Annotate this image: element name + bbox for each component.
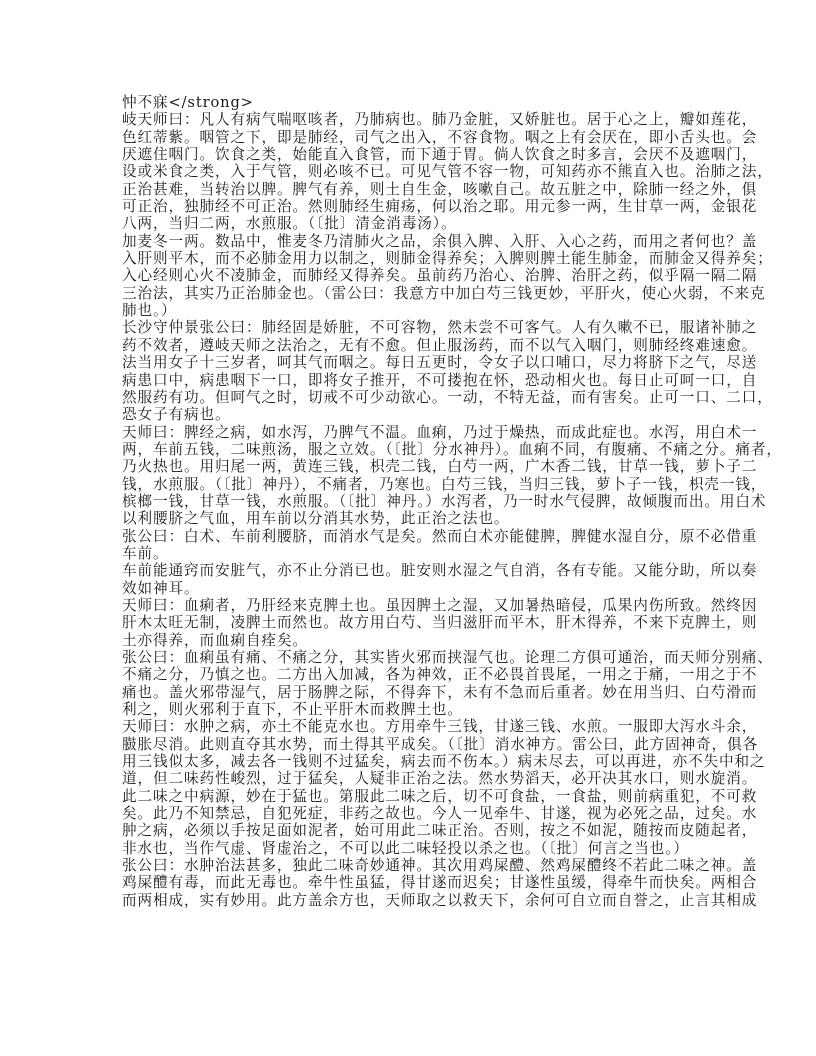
text-line: 钱，水煎服。（〔批〕神丹），不痛者，乃寒也。白芍三钱，当归三钱，萝卜子一钱，枳壳一钱， [122,475,767,493]
text-line: 肝木太旺无制，凌脾土而然也。故方用白芍、当归滋肝而平木，肝木得养，不来下克脾土，则 [122,614,758,632]
text-line: 药不效者，遵岐天师之法治之，无有不愈。但止服汤药，而不以气入咽门，则肺经终难速愈。 [122,336,758,354]
paragraph [122,649,773,719]
text-line: 加麦冬一两。数品中，惟麦冬乃清肺火之品，余俱入脾、入肝、入心之药，而用之者何也？盖 [122,232,758,250]
text-line: 入肝则平木，而不必肺金用力以制之，则肺金得养矣；入脾则脾土能生肺金，而肺金又得养矣； [122,250,773,268]
text-line: 色红蒂紫。咽管之下，即是肺经，司气之出入，不容食物。咽之上有会厌在，即小舌头也。会 [122,128,758,146]
text-line: 三治法，其实乃正治肺金也。（雷公曰：我意方中加白芍三钱更妙，平肝火，使心火弱，不来克 [122,284,766,302]
text-line: 正治甚难，当转治以脾。脾气有养，则土自生金，咳嗽自己。故五脏之中，除肺一经之外，俱 [122,180,758,198]
text-line: 肿之病，必须以手按足面如泥者，始可用此二味正治。否则，按之不如泥，随按而皮随起者， [122,822,758,840]
paragraph [122,319,773,424]
text-line: 槟榔一钱，甘草一钱，水煎服。（〔批〕神丹。）水泻者，乃一时水气侵脾，故倾腹而出。用白术 [122,492,767,510]
text-line: 天师曰：血痢者，乃肝经来克脾土也。虽因脾土之湿，又加暑热暗侵，瓜果内伤所致。然终因 [122,596,758,614]
text-line: 入心经则心火不凌肺金，而肺经又得养矣。虽前药乃治心、治脾、治肝之药，似乎隔一隔二隔 [122,267,758,285]
text-line: 病患口中，病患咽下一口，即将女子推开，不可搂抱在怀，恐动相火也。每日止可呵一口，自 [122,371,758,389]
text-line: 然服药有功。但呵气之时，切戒不可少动欲心。一动，不特无益，而有害矣。止可一口、二口， [122,388,773,406]
paragraph [122,596,758,649]
paragraph [122,232,773,320]
text-line: 而两相成，实有妙用。此方盖余方也，天师取之以救天下，余何可自立而自誉之，止言其相成 [122,891,758,909]
text-line: 以利腰脐之气血，用车前以分消其水势，此正治之法也。 [122,510,510,528]
text-line: 张公曰：白术、车前利腰脐，而消水气是矣。然而白术亦能健脾，脾健水湿自分，原不必借重 [122,527,758,545]
text-line: 天师曰：水肿之病，亦土不能克水也。方用牵牛三钱，甘遂三钱、水煎。一服即大泻水斗余， [122,718,758,736]
text-line: 道，但二味药性峻烈，过于猛矣，人疑非正治之法。然水势滔天，必开决其水口，则水旋消。 [122,770,758,788]
paragraph [122,562,758,597]
text-line: 天师曰：脾经之病，如水泻，乃脾气不温。血痢，乃过于燥热，而成此症也。水泻，用白术一 [122,423,758,441]
text-line: 厌遮住咽门。饮食之类，始能直入食管，而下通于胃。倘人饮食之时多言，会厌不及遮咽门， [122,146,758,164]
text-line: 土亦得养，而血痢自痊矣。 [122,631,308,649]
text-line: 设或米食之类，入于气管，则必咳不已。可见气管不容一物，可知药亦不熊直入也。治肺之法， [122,163,773,181]
text-line: 鸡屎醴有毒，而此无毒也。牵牛性虽猛，得甘遂而迟矣；甘遂性虽缓，得牵牛而快矣。两相合 [122,874,758,892]
text-line: 用三钱似太多，减去各一钱则不过猛矣，病去而不伤本。）病未尽去，可以再进，亦不失中和之 [122,753,766,771]
document-body [122,111,782,909]
text-line: 利之，则火邪利于直下，不止平肝木而救脾土也。 [122,701,463,719]
text-line: 肺也。） [122,302,177,320]
text-line: 恐女子有病也。 [122,406,231,424]
paragraph [122,527,758,563]
document-page [122,94,782,909]
text-line: 臌胀尽消。此则直夺其水势，而土得其平成矣。（〔批〕消水神方。雷公曰，此方固神奇，俱各 [122,735,759,753]
paragraph [122,111,773,233]
text-line: 可正治，独肺经不可正治。然则肺经生痈疡，何以治之耶。用元参一两，生甘草一两，金银花 [122,198,758,216]
text-line: 岐天师曰：凡人有病气喘呕咳者，乃肺病也。肺乃金脏，又娇脏也。居于心之上，瓣如莲花， [122,111,758,129]
text-line: 八两，当归二两，水煎服。（〔批〕清金消毒汤）。 [122,215,457,233]
text-line: 法当用女子十三岁者，呵其气而咽之。每日五更时，令女子以口哺口，尽力将脐下之气，尽送 [122,354,758,372]
text-line: 不痛之分，乃慎之也。二方出入加减，各为神效，正不必畏首畏尾，一用之于痛，一用之于不 [122,666,758,684]
text-line: 乃火热也。用归尾一两，黄连三钱，枳壳二钱，白芍一两，广木香二钱，甘草一钱，萝卜子二 [122,458,758,476]
text-line: 矣。此乃不知禁忌，自犯死症，非药之故也。今人一见牵牛、甘遂，视为必死之品，过矣。水 [122,805,758,823]
text-line: 此二味之中病源，妙在于猛也。第服此二味之后，切不可食盐，一食盐，则前病重犯，不可救 [122,787,758,805]
text-line: 长沙守仲景张公曰：肺经固是娇脏，不可容物，然未尝不可客气。人有久嗽不已，服诸补肺之 [122,319,758,337]
text-line: 车前能通窍而安脏气，亦不止分消已也。脏安则水湿之气自消，各有专能。又能分助，所以奏 [122,562,758,580]
heading-fragment: 忡不寐</strong> [122,94,254,111]
text-line: 车前。 [122,544,169,562]
text-line: 张公曰：水肿治法甚多，独此二味奇妙通神。其次用鸡屎醴、然鸡屎醴终不若此二味之神。盖 [122,857,758,875]
paragraph [122,718,766,857]
text-line: 张公曰：血痢虽有痛、不痛之分，其实皆火邪而挟湿气也。论理二方俱可通治，而天师分别痛、 [122,649,773,666]
text-line: 效如神耳。 [122,579,200,597]
paragraph [122,423,782,528]
text-line: 非水也，当作气虚、肾虚治之，不可以此二味轻投以杀之也。（〔批〕何言之当也。） [122,839,689,857]
text-line: 两，车前五钱，二味煎汤，服之立效。（〔批〕分水神丹）。血痢不同，有腹痛、不痛之分。痛者， [122,440,782,458]
text-line: 痛也。盖火邪带湿气，居于肠脾之际，不得奔下，未有不急而后重者。妙在用当归、白芍滑而 [122,683,758,701]
paragraph [122,857,758,909]
